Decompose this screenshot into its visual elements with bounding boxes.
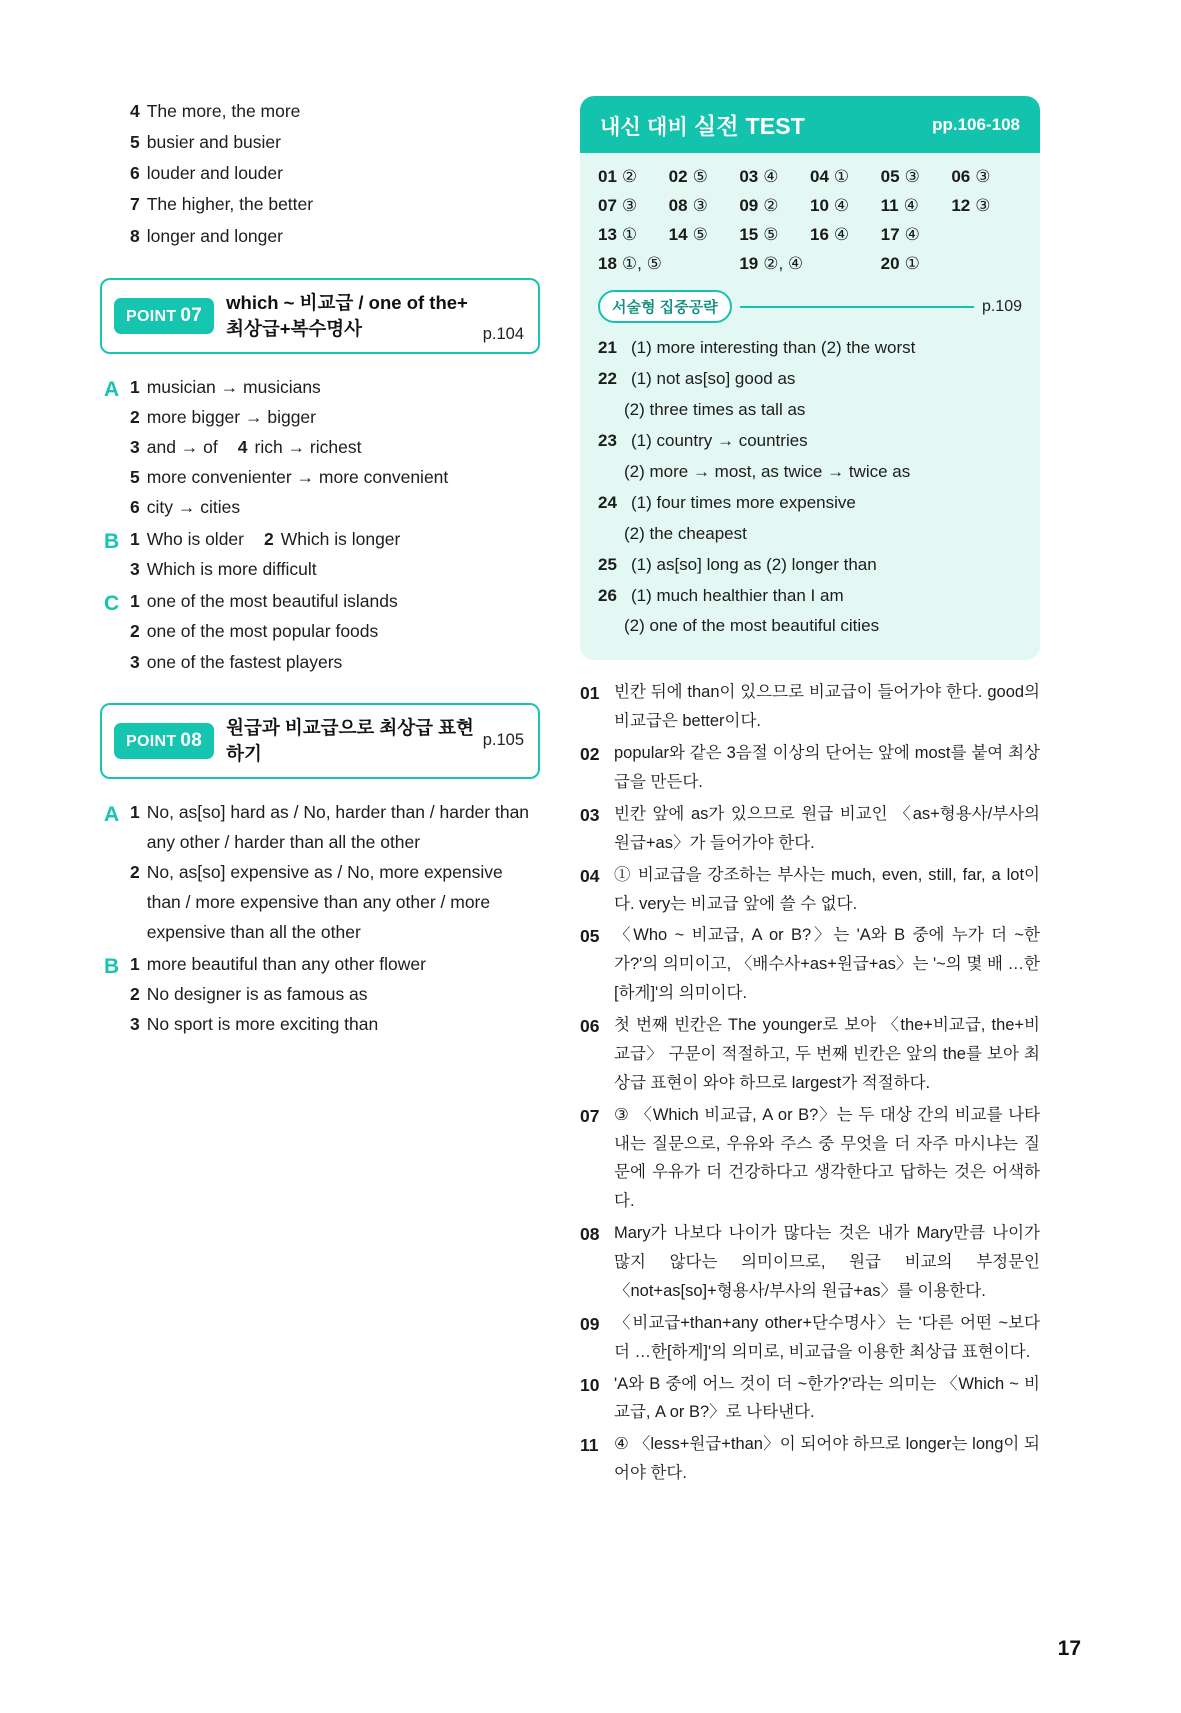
item-number: 26 xyxy=(598,585,617,605)
test-card-header xyxy=(580,96,1040,153)
answer-cell xyxy=(881,196,952,216)
explanation-number: 02 xyxy=(580,744,600,765)
point-badge-label: POINT xyxy=(126,732,177,750)
item-text: Which is more difficult xyxy=(146,559,317,580)
question-number: 12 xyxy=(951,196,971,215)
item-number: 2 xyxy=(130,861,140,882)
item-text-part-1: and → of xyxy=(146,436,218,457)
item-number: 3 xyxy=(130,436,140,457)
point-badge xyxy=(114,723,214,759)
group-letter: C xyxy=(104,592,120,616)
item-number-2: 2 xyxy=(264,529,274,550)
answer-cell xyxy=(669,167,740,187)
question-number: 06 xyxy=(951,167,971,186)
item-number: 1 xyxy=(130,801,140,822)
list-item xyxy=(130,647,540,677)
answer-choice: ②, ④ xyxy=(763,254,804,273)
answer-choice: ② xyxy=(621,167,638,186)
explanation-number: 01 xyxy=(580,683,600,704)
item-text: one of the most beautiful islands xyxy=(146,591,398,612)
item-text: one of the most popular foods xyxy=(146,621,379,642)
question-number: 10 xyxy=(809,196,829,215)
list-item xyxy=(598,581,1022,612)
item-text: (2) three times as tall as xyxy=(624,399,806,419)
list-item xyxy=(130,432,540,462)
item-text: more convenienter → more convenient xyxy=(146,466,449,487)
answer-cell xyxy=(810,196,881,216)
item-text: longer and longer xyxy=(146,225,283,246)
explanation-item xyxy=(580,678,1040,736)
answer-cell xyxy=(739,167,810,187)
answer-choice: ⑤ xyxy=(692,225,708,244)
point-title: which ~ 비교급 / one of the+ 최상급+복수명사 xyxy=(226,291,468,339)
list-item xyxy=(130,554,540,584)
item-text: The higher, the better xyxy=(146,194,314,215)
explanation-text: 〈Who ~ 비교급, A or B?〉는 'A와 B 중에 누가 더 ~한가?'의 의미이고, 〈배수사+as+원급+as〉는 '~의 몇 배 …한[하게]'의 의미이다. xyxy=(614,926,1040,1003)
explanation-item xyxy=(580,1101,1040,1217)
item-text: (1) more interesting than (2) the worst xyxy=(631,338,916,357)
answer-choice: ② xyxy=(763,196,779,215)
answer-cell xyxy=(951,196,1022,216)
item-text: No, as[so] expensive as / No, more expensive than / more expensive than any other / more expensive than all the other xyxy=(146,861,503,943)
answer-choice: ①, ⑤ xyxy=(621,254,662,273)
two-column-layout xyxy=(100,96,1081,1653)
group-letter: B xyxy=(104,530,120,554)
list-item xyxy=(130,857,540,947)
item-number: 22 xyxy=(598,368,617,388)
test-card-title xyxy=(600,108,805,141)
answer-choice: ③ xyxy=(975,167,991,186)
explanation-text: popular와 같은 3음절 이상의 단어는 앞에 most를 붙여 최상급을 만든다. xyxy=(614,744,1040,791)
explanation-text: 빈칸 뒤에 than이 있으므로 비교급이 들어가야 한다. good의 비교급은 better이다. xyxy=(614,683,1040,731)
list-item xyxy=(130,158,540,189)
item-number: 2 xyxy=(130,984,140,1005)
item-number: 3 xyxy=(130,1014,140,1035)
item-text: No sport is more exciting than xyxy=(146,1014,379,1035)
answer-cell xyxy=(881,167,952,187)
group-a-point7 xyxy=(100,372,540,522)
list-item-continuation xyxy=(624,457,1022,488)
point-badge-label: POINT xyxy=(126,307,177,325)
answer-cell xyxy=(739,196,810,216)
item-number: 21 xyxy=(598,338,617,357)
item-number: 2 xyxy=(130,621,140,642)
item-text: busier and busier xyxy=(146,132,281,153)
list-item xyxy=(130,492,540,522)
item-number: 4 xyxy=(130,101,140,121)
answer-choice: ① xyxy=(621,225,638,244)
explanation-number: 10 xyxy=(580,1374,600,1395)
point-08-header xyxy=(100,703,540,779)
question-number: 05 xyxy=(880,167,900,186)
list-item xyxy=(130,616,540,646)
answer-choice: ⑤ xyxy=(763,225,779,244)
explanation-number: 08 xyxy=(580,1224,600,1245)
point-badge-number: 08 xyxy=(180,729,203,751)
question-number: 04 xyxy=(809,167,829,186)
descriptive-badge: 서술형 집중공략 xyxy=(598,290,732,323)
explanation-text: 첫 번째 빈칸은 The younger로 보아 〈the+비교급, the+비교급〉 구문이 적절하고, 두 번째 빈칸은 앞의 the를 보아 최상급 표현이 와야 하므로 largest가 적절하다. xyxy=(614,1016,1040,1092)
item-number: 5 xyxy=(130,466,140,487)
answer-choice: ① xyxy=(833,167,850,186)
explanation-item xyxy=(580,739,1040,797)
item-text-part-2: Which is longer xyxy=(280,529,401,550)
question-number: 03 xyxy=(739,167,759,186)
group-letter: B xyxy=(104,955,120,979)
item-text: more beautiful than any other flower xyxy=(146,954,426,975)
answer-cell-empty xyxy=(951,225,1022,245)
item-number: 5 xyxy=(130,132,140,153)
question-number: 02 xyxy=(668,167,688,186)
item-text: The more, the more xyxy=(146,101,301,121)
objective-answers-grid xyxy=(580,153,1040,276)
question-number: 07 xyxy=(598,196,617,215)
question-number: 08 xyxy=(668,196,688,215)
item-text-part-2: rich → richest xyxy=(254,436,362,457)
list-item xyxy=(598,364,1022,395)
test-answer-card xyxy=(580,96,1040,660)
item-text: (1) country → countries xyxy=(631,430,808,450)
item-text: (1) much healthier than I am xyxy=(631,585,844,605)
group-letter: A xyxy=(104,802,120,826)
answer-cell xyxy=(739,254,880,274)
descriptive-answers-list xyxy=(580,329,1040,642)
group-c-point7 xyxy=(100,586,540,676)
test-page-range: pp.106-108 xyxy=(932,114,1020,134)
explanation-number: 04 xyxy=(580,865,600,886)
item-text: city → cities xyxy=(146,497,241,518)
answer-choice: ④ xyxy=(833,225,850,244)
answer-choice: ③ xyxy=(692,196,708,215)
point-title: 원급과 비교급으로 최상급 표현하기 xyxy=(226,716,474,764)
item-number: 6 xyxy=(130,497,140,518)
right-column xyxy=(580,96,1040,1653)
explanation-text: Mary가 나보다 나이가 많다는 것은 내가 Mary만큼 나이가 많지 않다는 의미이므로, 원급 비교의 부정문인 〈not+as[so]+형용사/부사의 원급+as〉를 이용한다. xyxy=(614,1224,1040,1300)
explanation-text: 〈비교급+than+any other+단수명사〉는 '다른 어떤 ~보다 더 …한[하게]'의 의미로, 비교급을 이용한 최상급 표현이다. xyxy=(614,1313,1040,1361)
list-item xyxy=(598,333,1022,364)
item-number: 23 xyxy=(598,430,617,450)
explanation-text: ④ 〈less+원급+than〉이 되어야 하므로 longer는 long이 되어야 한다. xyxy=(614,1435,1040,1483)
divider xyxy=(740,306,974,308)
list-item xyxy=(130,462,540,492)
group-b-point7 xyxy=(100,524,540,584)
item-number: 1 xyxy=(130,954,140,975)
list-item-continuation xyxy=(624,519,1022,550)
answer-choice: ④ xyxy=(904,225,920,244)
list-item xyxy=(130,524,540,554)
item-text: No, as[so] hard as / No, harder than / harder than any other / harder than all the other xyxy=(146,801,530,852)
explanation-text: ① 비교급을 강조하는 부사는 much, even, still, far, a lot이다. very는 비교급 앞에 쓸 수 없다. xyxy=(614,865,1040,913)
point-page-ref: p.105 xyxy=(482,731,524,750)
list-item xyxy=(130,221,540,252)
item-text: musician → musicians xyxy=(146,376,321,397)
question-number: 16 xyxy=(809,225,829,244)
item-number: 3 xyxy=(130,651,140,672)
point-badge-number: 07 xyxy=(180,304,203,326)
explanation-number: 11 xyxy=(580,1435,599,1456)
item-number: 7 xyxy=(130,194,140,215)
explanation-number: 06 xyxy=(580,1016,600,1036)
question-number: 09 xyxy=(739,196,759,215)
answer-cell xyxy=(669,225,740,245)
item-text: (1) not as[so] good as xyxy=(631,368,796,388)
question-number: 01 xyxy=(598,167,617,186)
item-number-2: 4 xyxy=(237,436,248,457)
answer-cell xyxy=(810,225,881,245)
explanation-number: 07 xyxy=(580,1105,600,1126)
answer-cell xyxy=(951,167,1022,187)
question-number: 20 xyxy=(880,254,900,273)
list-item xyxy=(130,127,540,158)
item-number: 1 xyxy=(130,591,140,612)
explanations-section xyxy=(580,678,1040,1488)
question-number: 11 xyxy=(880,196,899,215)
group-a-point8 xyxy=(100,797,540,947)
answer-cell xyxy=(810,167,881,187)
answer-cell xyxy=(881,225,952,245)
list-item xyxy=(130,949,540,979)
question-number: 18 xyxy=(598,254,617,273)
left-column xyxy=(100,96,540,1653)
item-number: 25 xyxy=(598,554,617,574)
list-item xyxy=(598,550,1022,581)
point-badge xyxy=(114,298,214,334)
item-text-part-1: Who is older xyxy=(146,529,244,550)
answer-choice: ① xyxy=(904,254,920,273)
item-number: 24 xyxy=(598,492,617,512)
answer-choice: ④ xyxy=(763,167,779,186)
explanation-number: 03 xyxy=(580,804,600,825)
list-item xyxy=(130,797,540,857)
answer-choice: ④ xyxy=(903,196,919,215)
list-item xyxy=(130,372,540,402)
descriptive-page-ref: p.109 xyxy=(981,297,1022,315)
question-number: 13 xyxy=(598,225,617,244)
group-letter: A xyxy=(104,377,120,401)
list-item xyxy=(598,426,1022,457)
explanation-item xyxy=(580,1370,1040,1428)
item-number: 1 xyxy=(130,529,140,550)
item-text: (2) the cheapest xyxy=(624,523,747,543)
page-number: 17 xyxy=(1057,1637,1081,1660)
list-item xyxy=(130,586,540,616)
test-title-bold: 실전 TEST xyxy=(694,113,806,139)
question-number: 17 xyxy=(880,225,900,244)
list-item-continuation xyxy=(624,395,1022,426)
answer-cell xyxy=(669,196,740,216)
explanation-item xyxy=(580,1309,1040,1367)
question-number: 14 xyxy=(668,225,688,244)
group-b-point8 xyxy=(100,949,540,1039)
question-number: 15 xyxy=(739,225,759,244)
explanation-text: 빈칸 앞에 as가 있으므로 원급 비교인 〈as+형용사/부사의 원급+as〉가 들어가야 한다. xyxy=(614,804,1040,852)
item-number: 2 xyxy=(130,406,140,427)
item-text xyxy=(147,524,540,554)
item-text: (2) more → most, as twice → twice as xyxy=(624,461,911,481)
answer-cell xyxy=(598,254,739,274)
item-number: 6 xyxy=(130,163,140,184)
answer-cell xyxy=(598,225,669,245)
list-item xyxy=(130,979,540,1009)
point-page-ref: p.104 xyxy=(482,324,524,343)
answer-choice: ③ xyxy=(975,196,991,215)
list-item-continuation xyxy=(624,611,1022,642)
item-text: one of the fastest players xyxy=(146,651,343,672)
list-item xyxy=(130,1009,540,1039)
item-number: 1 xyxy=(130,376,140,397)
answer-cell xyxy=(598,167,669,187)
explanation-text: 'A와 B 중에 어느 것이 더 ~한가?'라는 의미는 〈Which ~ 비교급, A or B?〉로 나타낸다. xyxy=(614,1374,1040,1422)
answer-choice: ⑤ xyxy=(692,167,708,186)
explanation-item xyxy=(580,921,1040,1008)
item-text: (1) four times more expensive xyxy=(631,492,856,512)
answer-cell xyxy=(739,225,810,245)
answer-choice: ③ xyxy=(904,167,920,186)
explanation-item xyxy=(580,1430,1040,1488)
list-item xyxy=(130,402,540,432)
list-item xyxy=(130,189,540,220)
explanation-item xyxy=(580,1011,1040,1098)
explanation-item xyxy=(580,861,1040,919)
item-number: 8 xyxy=(130,225,140,246)
explanation-item xyxy=(580,800,1040,858)
item-text: more bigger → bigger xyxy=(146,406,316,427)
list-item xyxy=(130,96,540,127)
list-item xyxy=(598,488,1022,519)
descriptive-section-header xyxy=(580,282,1040,329)
item-text: (1) as[so] long as (2) longer than xyxy=(631,554,877,574)
explanation-number: 09 xyxy=(580,1313,600,1334)
item-text: No designer is as famous as xyxy=(146,984,368,1005)
answer-cell xyxy=(881,254,1022,274)
explanation-number: 05 xyxy=(580,926,600,947)
item-text: louder and louder xyxy=(146,163,283,184)
explanation-item xyxy=(580,1219,1040,1306)
point-07-header xyxy=(100,278,540,354)
test-title-plain: 내신 대비 xyxy=(600,116,695,139)
item-text xyxy=(147,432,540,462)
item-text: (2) one of the most beautiful cities xyxy=(624,616,880,636)
answer-choice: ④ xyxy=(833,196,850,215)
continued-answers-list xyxy=(130,96,540,252)
answer-cell xyxy=(598,196,669,216)
explanation-text: ③ 〈Which 비교급, A or B?〉는 두 대상 간의 비교를 나타내는 질문으로, 우유와 주스 중 무엇을 더 자주 마시냐는 질문에 우유가 더 건강하다고 생각한다고 답하는 것은 어색하다. xyxy=(614,1105,1040,1211)
question-number: 19 xyxy=(739,254,759,273)
item-number: 3 xyxy=(130,559,140,580)
answer-choice: ③ xyxy=(621,196,638,215)
